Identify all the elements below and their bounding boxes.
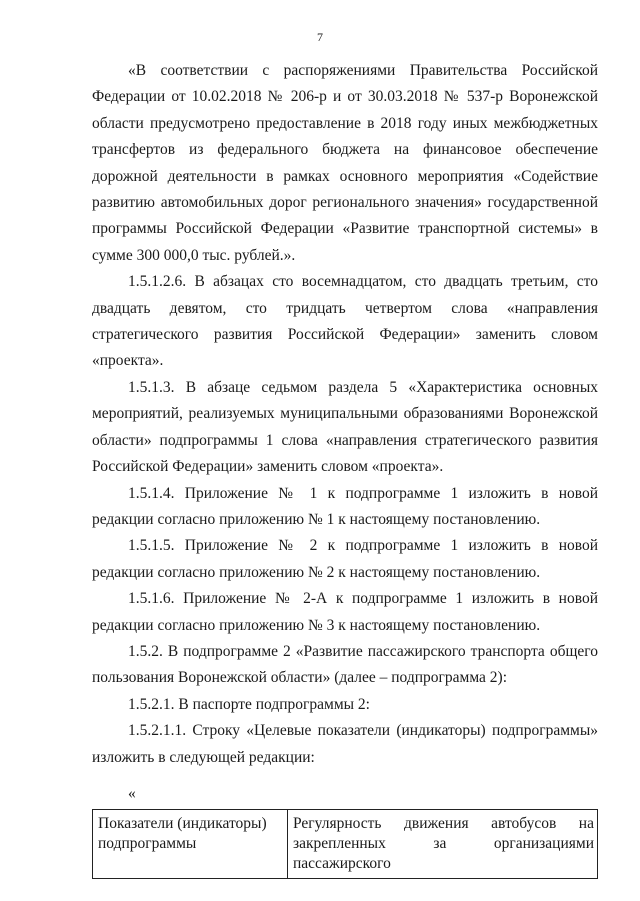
- table-row: [93, 809, 598, 878]
- document-body: [92, 58, 598, 879]
- paragraph-1-5-2: 1.5.2. В подпрограмме 2 «Развитие пассажирского транспорта общего пользования Воронежской области» (далее – подпрограмма 2):: [92, 642, 598, 687]
- paragraph-1-5-1-4: 1.5.1.4. Приложение № 1 к подпрограмме 1 изложить в новой редакции согласно приложению № 1 к настоящему постановлению.: [92, 484, 598, 528]
- paragraph-1-5-1-2-6: 1.5.1.2.6. В абзацах сто восемнадцатом, сто двадцать третьим, сто двадцать девятом, сто тридцать четвертом слова «направления стратегического развития Российской Федерации» заменить словом «проекта».: [92, 273, 598, 370]
- paragraph-1-5-1-6: 1.5.1.6. Приложение № 2-А к подпрограмме 1 изложить в новой редакции согласно приложению № 3 к настоящему постановлению.: [92, 590, 598, 634]
- page-number: 7: [317, 30, 323, 44]
- paragraph-1-5-2-1-1: 1.5.2.1.1. Строку «Целевые показатели (индикаторы) подпрограммы» изложить в следующей редакции:: [92, 722, 598, 766]
- indicators-table: [92, 809, 598, 879]
- paragraph-1-5-1-3: 1.5.1.3. В абзаце седьмом раздела 5 «Характеристика основных мероприятий, реализуемых муниципальными образованиями Воронежской области» подпрограммы 1 слова «направления стратегического развития Российской Федерации» заменить словом «проекта».: [92, 378, 598, 476]
- paragraph-1-5-2-1: 1.5.2.1. В паспорте подпрограммы 2:: [128, 695, 370, 713]
- paragraph-quote-intro: «В соответствии с распоряжениями Правительства Российской Федерации от 10.02.2018 № 206-р и от 30.03.2018 № 537-р Воронежской области предусмотрено предоставление в 2018 году иных межбюджетных трансфертов из федерального бюджета на финансовое обеспечение дорожной деятельности в рамках основного мероприятия «Содействие развитию автомобильных дорог регионального значения» государственной программы Российской Федерации «Развитие транспортной системы» в сумме 300 000,0 тыс. рублей.».: [92, 62, 598, 264]
- table-cell-indicators-value: Регулярность движения автобусов на закрепленных за организациями пассажирского: [288, 809, 598, 878]
- opening-quote-mark: «: [128, 784, 136, 802]
- table-cell-indicators-label: Показатели (индикаторы) подпрограммы: [93, 809, 288, 878]
- paragraph-1-5-1-5: 1.5.1.5. Приложение № 2 к подпрограмме 1 изложить в новой редакции согласно приложению № 2 к настоящему постановлению.: [92, 537, 598, 581]
